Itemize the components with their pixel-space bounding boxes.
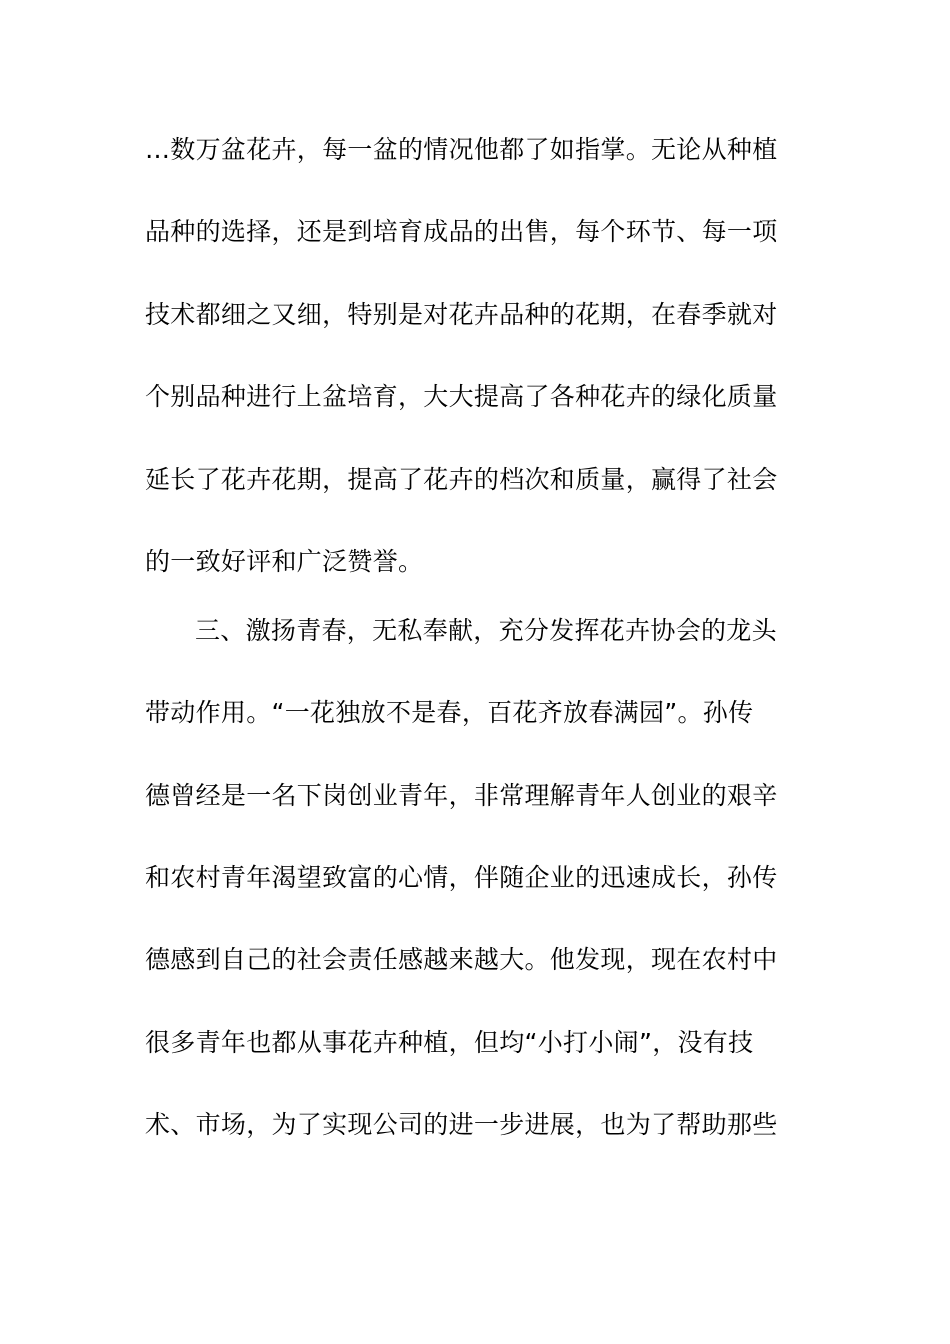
text-line: 技术都细之又细，特别是对花卉品种的花期，在春季就对	[145, 300, 778, 329]
text-line: 品种的选择，还是到培育成品的出售，每个环节、每一项	[145, 217, 778, 246]
section-heading-line: 三、激扬青春，无私奉献，充分发挥花卉协会的龙头	[195, 616, 777, 645]
text-line: 德曾经是一名下岗创业青年，非常理解青年人创业的艰辛	[145, 781, 778, 810]
text-line: 和农村青年渴望致富的心情，伴随企业的迅速成长，孙传	[145, 863, 778, 892]
text-line: 很多青年也都从事花卉种植，但均“小打小闹”，没有技	[145, 1028, 754, 1057]
text-line: 德感到自己的社会责任感越来越大。他发现，现在农村中	[145, 945, 778, 974]
text-line: 的一致好评和广泛赞誉。	[145, 547, 424, 576]
text-line: 个别品种进行上盆培育，大大提高了各种花卉的绿化质量	[145, 382, 778, 411]
text-line: 带动作用。“一花独放不是春，百花齐放春满园”。孙传	[145, 698, 754, 727]
text-line: 术、市场，为了实现公司的进一步进展，也为了帮助那些	[145, 1110, 778, 1139]
text-line: 延长了花卉花期，提高了花卉的档次和质量，赢得了社会	[145, 465, 778, 494]
text-line: …数万盆花卉，每一盆的情况他都了如指掌。无论从种植	[145, 135, 778, 164]
